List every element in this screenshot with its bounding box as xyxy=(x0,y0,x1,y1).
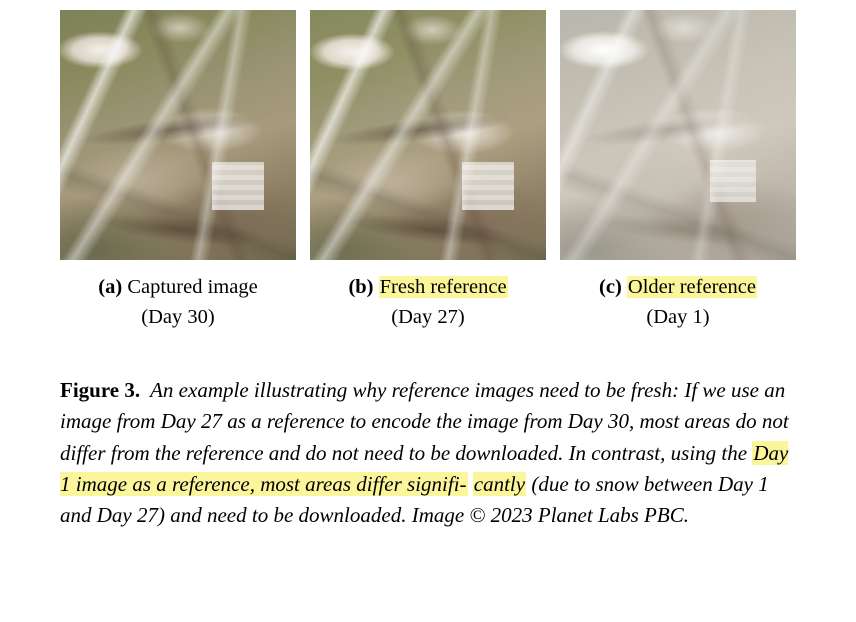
figure-panel-b-subtitle: (Day 27) xyxy=(391,305,465,328)
figure-caption-label: Figure 3. xyxy=(60,378,141,403)
figure-caption-line-7: be downloaded. Image © 2023 Planet Labs PBC. xyxy=(273,502,689,527)
figure-panel-a xyxy=(60,10,296,331)
satellite-image-a xyxy=(60,10,296,260)
tile-artifact-c xyxy=(710,160,756,202)
figure-panel-b-title: Fresh reference xyxy=(379,276,507,298)
snow-streaks-b xyxy=(310,10,546,260)
figure-panel-a-subtitle: (Day 30) xyxy=(141,305,215,328)
satellite-image-b xyxy=(310,10,546,260)
figure-panel-c-title: Older reference xyxy=(627,276,756,298)
tile-artifact-b xyxy=(462,162,514,210)
figure-panel-b-letter: (b) xyxy=(348,276,374,298)
figure-caption-highlight-part-1: Day 1 image as a reference, most areas differ signifi- xyxy=(60,440,789,496)
figure-panel-c xyxy=(560,10,796,331)
snow-streaks-c xyxy=(560,10,796,260)
figure-caption-line-2: to be fresh: If we use an image from Day 27 as a reference to xyxy=(60,378,786,434)
figure-panel-c-caption xyxy=(560,274,796,331)
figure-caption-line-5-pre: using the xyxy=(670,440,753,465)
figure-panel-c-subtitle: (Day 1) xyxy=(646,305,710,328)
satellite-image-c xyxy=(560,10,796,260)
figure-caption-line-6-post: (due to snow between Day 1 and Day 27) and need to xyxy=(60,471,769,527)
figure-panel-b xyxy=(310,10,546,331)
figure-caption-highlight-part-2: cantly xyxy=(473,471,526,496)
figure-caption xyxy=(60,375,796,530)
figure-panel-c-letter: (c) xyxy=(599,276,622,298)
figure-panel-b-caption xyxy=(310,274,546,331)
figure-caption-line-3: encode the image from Day 30, most areas do not differ from xyxy=(60,409,789,465)
snow-streaks-a xyxy=(60,10,296,260)
figure-panel-a-caption xyxy=(60,274,296,331)
figure-panel-a-title: Captured image xyxy=(127,276,258,298)
tile-artifact-a xyxy=(212,162,264,210)
figure-caption-line-4: the reference and do not need to be downloaded. In contrast, xyxy=(154,440,666,465)
figure-caption-line-1: An example illustrating why reference images need xyxy=(150,378,579,403)
figure-panel-a-letter: (a) xyxy=(98,276,123,298)
figure-panel-row xyxy=(60,10,796,331)
